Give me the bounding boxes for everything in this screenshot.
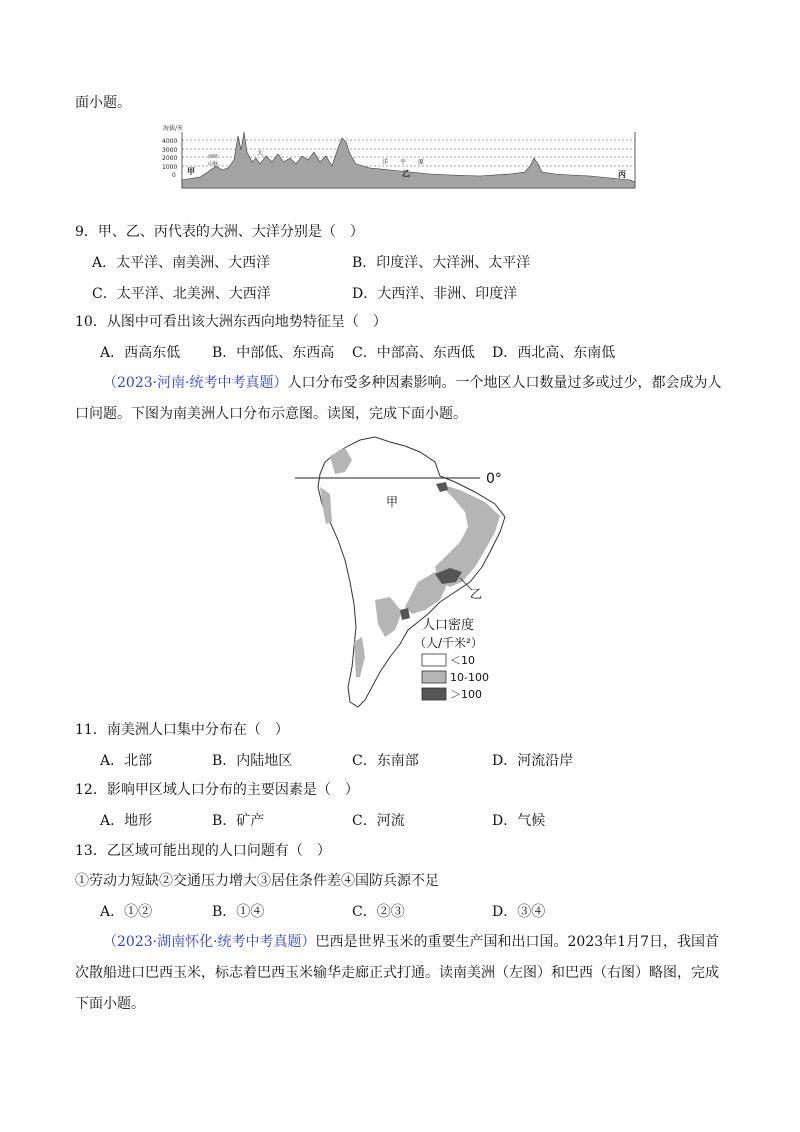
- legend-label-low: ＜10: [450, 654, 475, 667]
- legend-swatch-low: [422, 654, 446, 666]
- profile-label-small: 平: [400, 159, 407, 166]
- profile-label-jia: 甲: [187, 167, 195, 176]
- passage-1-source: （2023·河南·统考中考真题）: [103, 375, 288, 391]
- terrain-profile-figure: [160, 122, 640, 200]
- question-10-stem: 10．从图中可看出该大洲东西向地势特征呈（ ）: [75, 314, 387, 330]
- profile-label-small: 原: [418, 159, 425, 166]
- question-13-option-a: A．①②: [100, 904, 153, 920]
- question-10-option-a: A．西高东低: [100, 345, 181, 361]
- question-11-option-d: D．河流沿岸: [492, 753, 574, 769]
- equator-label: 0°: [486, 471, 502, 487]
- profile-y-tick: 3000: [162, 147, 178, 154]
- profile-label-small: 西经: [208, 154, 219, 160]
- legend-swatch-medium: [422, 671, 446, 683]
- passage-1-text-1: 人口分布受多种因素影响。一个地区人口数量过多或过少，都会成为人: [287, 375, 722, 391]
- south-america-population-map: [290, 432, 540, 710]
- question-12-option-a: A．地形: [100, 813, 153, 829]
- question-11-stem: 11．南美洲人口集中分布在（ ）: [75, 722, 289, 738]
- question-13-option-b: B．①④: [212, 904, 265, 920]
- profile-label-small: 大: [257, 150, 264, 157]
- profile-label-small: 山脉: [208, 161, 219, 167]
- profile-y-ticks: [162, 138, 177, 179]
- map-label-jia: 甲: [386, 495, 399, 509]
- profile-y-tick: 1000: [162, 164, 178, 171]
- legend-title: 人口密度: [422, 618, 475, 633]
- legend-unit: （人/千米²）: [414, 636, 483, 650]
- question-12-option-b: B．矿产: [212, 813, 265, 829]
- question-9-option-d: D．大西洋、非洲、印度洋: [352, 286, 518, 302]
- question-10-option-b: B．中部低、东西高: [212, 345, 335, 361]
- question-11-option-b: B．内陆地区: [212, 753, 293, 769]
- question-9-option-b: B．印度洋、大洋洲、太平洋: [352, 255, 531, 271]
- question-12-option-d: D．气候: [492, 813, 546, 829]
- question-9-option-a: A．太平洋、南美洲、大西洋: [92, 255, 271, 271]
- map-label-yi: 乙: [470, 587, 483, 601]
- question-10-option-c: C．中部高、东西低: [352, 345, 475, 361]
- profile-y-tick: 2000: [162, 155, 178, 162]
- question-12-stem: 12．影响甲区域人口分布的主要因素是（ ）: [75, 782, 359, 798]
- passage-2-text-1: 巴西是世界玉米的重要生产国和出口国。2023年1月7日，我国首: [315, 934, 719, 950]
- question-9-option-c: C．太平洋、北美洲、大西洋: [92, 286, 271, 302]
- question-12-option-c: C．河流: [352, 813, 405, 829]
- question-13-option-c: C．②③: [352, 904, 405, 920]
- question-13-stem: 13．乙区域可能出现的人口问题有（ ）: [75, 843, 331, 859]
- question-11-option-c: C．东南部: [352, 753, 419, 769]
- passage-2: [75, 927, 735, 1020]
- question-10-option-d: D．西北高、东南低: [492, 345, 616, 361]
- passage-1: [75, 368, 735, 430]
- question-11-option-a: A．北部: [100, 753, 153, 769]
- legend-label-high: ＞100: [450, 688, 482, 701]
- legend-label-medium: 10-100: [450, 671, 489, 684]
- passage-1-text-2: 口问题。下图为南美洲人口分布示意图。读图，完成下面小题。: [75, 406, 467, 422]
- question-9-stem: 9．甲、乙、丙代表的大洲、大洋分别是（ ）: [75, 224, 364, 240]
- profile-label-small: 洋: [382, 159, 389, 166]
- legend-swatch-high: [422, 688, 446, 700]
- profile-y-tick: 0: [172, 172, 176, 179]
- terrain-profile-shape: [182, 132, 635, 188]
- intro-tail: 面小题。: [75, 95, 131, 111]
- profile-label-yi: 乙: [402, 169, 410, 178]
- profile-y-axis-label: 海拔/米: [163, 125, 184, 132]
- profile-y-tick: 4000: [162, 138, 178, 145]
- passage-2-text-3: 下面小题。: [75, 996, 145, 1012]
- profile-label-bing: 丙: [618, 170, 626, 179]
- passage-2-source: （2023·湖南怀化·统考中考真题）: [103, 934, 316, 950]
- question-13-option-d: D．③④: [492, 904, 546, 920]
- passage-2-text-2: 次散船进口巴西玉米，标志着巴西玉米输华走廊正式打通。读南美洲（左图）和巴西（右图）略图，完成: [75, 965, 719, 981]
- question-13-statements: ①劳动力短缺②交通压力增大③居住条件差④国防兵源不足: [75, 873, 439, 889]
